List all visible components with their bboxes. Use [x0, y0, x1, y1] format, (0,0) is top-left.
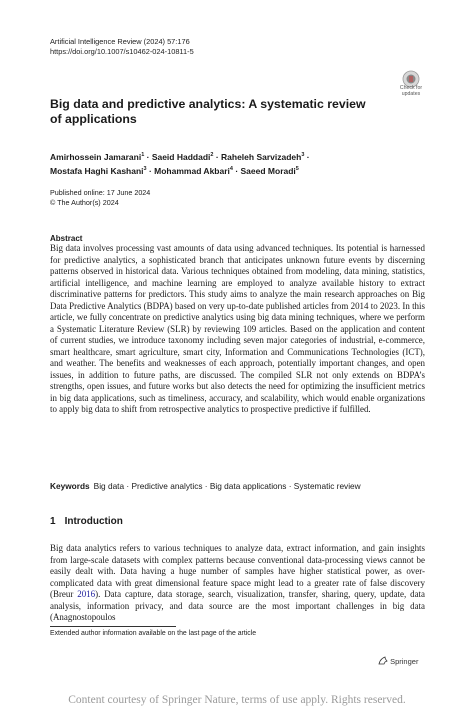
abstract-heading: Abstract: [50, 234, 83, 243]
author-name[interactable]: Saeid Haddadi: [151, 151, 211, 162]
journal-citation: Artificial Intelligence Review (2024) 57:176: [50, 37, 190, 46]
check-for-updates-label: Check for updates: [399, 85, 423, 97]
author-name[interactable]: Mohammad Akbari: [154, 166, 230, 177]
publisher-name: Springer: [390, 657, 419, 666]
copyright: © The Author(s) 2024: [50, 197, 119, 207]
author-name[interactable]: Raheleh Sarvizadeh: [221, 151, 302, 162]
journal-header: [50, 37, 194, 56]
section-number: 1: [50, 516, 56, 527]
keywords-text: Big data · Predictive analytics · Big data applications · Systematic review: [93, 481, 361, 491]
doi-link[interactable]: https://doi.org/10.1007/s10462-024-10811-5: [50, 46, 194, 56]
citation-link[interactable]: 2016: [77, 589, 96, 599]
section-heading-introduction: [50, 516, 123, 527]
author-line-1: Amirhossein Jamarani$^1$ · Saeid Haddadi$^2$ · Raheleh Sarvizadeh$^3$ ·: [50, 151, 310, 162]
courtesy-watermark: Content courtesy of Springer Nature, terms of use apply. Rights reserved.: [68, 694, 406, 706]
footnote-divider: [50, 626, 176, 627]
keywords: [50, 481, 430, 491]
author-name[interactable]: Saeed Moradi: [240, 166, 296, 177]
keywords-label: Keywords: [50, 481, 90, 491]
springer-horse-icon: [378, 656, 388, 665]
author-list: [50, 149, 430, 178]
paper-title: Big data and predictive analytics: A systematic review of applications: [50, 97, 366, 126]
published-date: Published online: 17 June 2024: [50, 188, 151, 197]
author-name[interactable]: Mostafa Haghi Kashani: [50, 166, 144, 177]
author-line-2: Mostafa Haghi Kashani$^3$ · Mohammad Akbari$^4$ · Saeed Moradi$^5$: [50, 166, 299, 177]
abstract-text: Big data involves processing vast amounts of data using advanced techniques. Its potential is harnessed for predictive analytics, a sophisticated branch that anticipates unknown future events by discerning patterns observed in historical data. Various techniques obtained from modeling, data mining, statistics, artificial intelligence, and machine learning are employed to analyze available history to extract discriminative patterns for predictors. This study aims to analyze the main research approaches on Big Data Predictive Analytics (BDPA) based on very up-to-date published articles from 2014 to 2023. In this article, we fully concentrate on predictive analytics using big data mining techniques, where we perform a Systematic Literature Review (SLR) by reviewing 109 articles. Based on the application and content of current studies, we introduce taxonomy including seven major categories of industrial, e-commerce, smart healthcare, smart agriculture, smart city, Information and Communications Technologies (ICT), and weather. The benefits and weaknesses of each approach, potentially important changes, and open issues, in addition to future paths, are discussed. The compiled SLR not only extends on BDPA’s strengths, open issues, and future works but also detects the need for optimizing the insufficient metrics in big data applications, such as timeliness, accuracy, and scalability, which would enable organizations to apply big data to shift from retrospective analytics to prospective predictive if fulfilled.: [50, 243, 425, 414]
introduction-text: Big data analytics refers to various techniques to analyze data, extract information, and gain insights from large-scale datasets with complex patterns because conventional data-processing views cannot be easily dealt with. Data having a huge number of samples have higher statistical power, as over-complicated data with great dimensional feature space might lead to a greater rate of false discovery (Breur 2016). Data capture, data storage, search, visualization, transfer, sharing, query, update, data analysis, information privacy, and data source are the most important challenges in big data (Anagnostopoulos: [50, 543, 425, 622]
footnote: Extended author information available on the last page of the article: [50, 630, 257, 637]
publisher-logo: [378, 656, 418, 666]
author-name[interactable]: Amirhossein Jamarani: [50, 151, 142, 162]
publication-info: [50, 188, 150, 207]
section-title: Introduction: [64, 516, 123, 527]
